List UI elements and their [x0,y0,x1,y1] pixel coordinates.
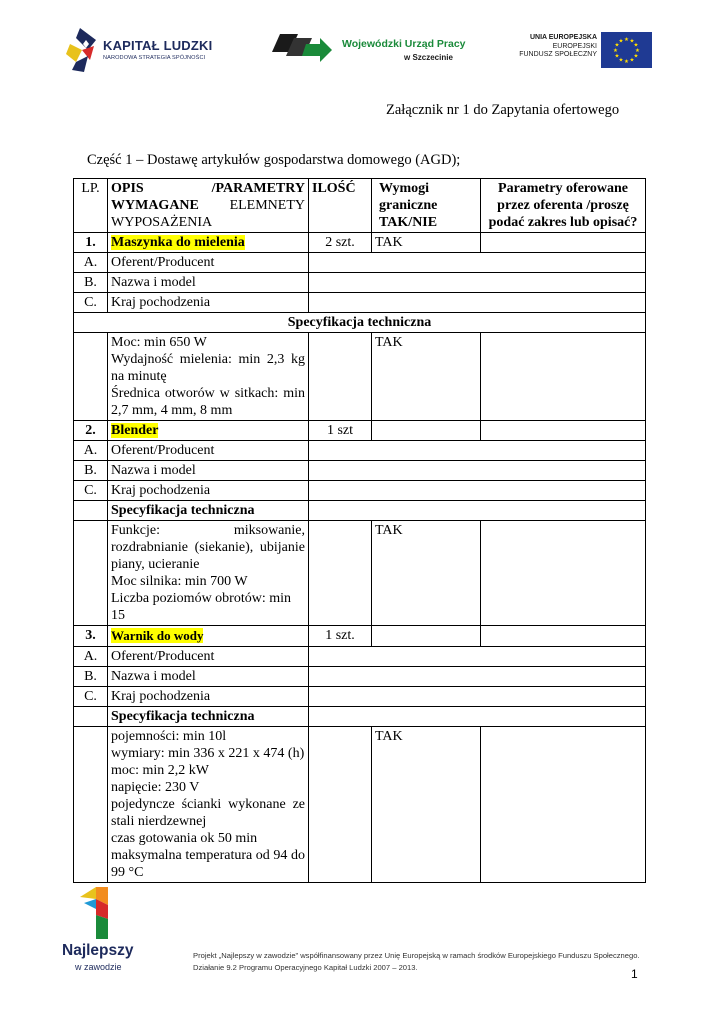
sub-lp: C. [74,687,108,707]
spec-row [74,333,646,421]
najlepszy-emblem-icon [74,885,122,943]
eu-star-icon: ★ [624,37,629,43]
spec-offer-input[interactable] [481,521,646,626]
sub-value-input[interactable] [309,253,646,273]
kapital-ludzki-title: KAPITAŁ LUDZKI [103,38,213,53]
sub-value-input[interactable] [309,481,646,501]
sub-lp: A. [74,441,108,461]
kapital-ludzki-subtitle: NARODOWA STRATEGIA SPÓJNOŚCI [103,55,206,61]
item-qty: 1 szt. [309,626,372,647]
spec-title-fill [309,707,646,727]
spec-req: TAK [372,727,481,883]
sub-label: Kraj pochodzenia [108,293,309,313]
item-qty: 1 szt [309,421,372,441]
sub-value-input[interactable] [309,647,646,667]
header-ilosc: ILOŚĆ [309,179,372,233]
spec-offer-input[interactable] [481,727,646,883]
sub-value-input[interactable] [309,687,646,707]
spec-lp [74,727,108,883]
item-qty: 2 szt. [309,233,372,253]
wup-title: Wojewódzki Urząd Pracy [342,38,466,50]
eu-line1: UNIA EUROPEJSKA [529,34,597,41]
spec-row [74,727,646,883]
item-name-cell [108,626,309,647]
header-opis: OPIS /PARAMETRY WYMAGANE ELEMNETY WYPOSAŻENIA [108,179,309,233]
project-line2: Działanie 9.2 Programu Operacyjnego Kapitał Ludzki 2007 – 2013. [193,963,418,972]
item-row [74,626,646,647]
project-info [193,950,640,974]
spec-lp [74,521,108,626]
item-name-cell [108,233,309,253]
table-header-row [74,179,646,233]
eu-star-icon: ★ [613,48,618,54]
sub-label: Nazwa i model [108,273,309,293]
item-offer-input[interactable] [481,421,646,441]
sub-lp: C. [74,293,108,313]
eu-star-icon: ★ [618,38,624,45]
sub-row [74,687,646,707]
item-req [372,626,481,647]
item-lp: 1. [74,233,108,253]
spec-lp [74,707,108,727]
wup-subtitle: w Szczecinie [404,53,453,62]
eu-line2: EUROPEJSKI [552,42,597,50]
sub-row [74,273,646,293]
sub-value-input[interactable] [309,667,646,687]
spec-qty [309,521,372,626]
spec-qty [309,727,372,883]
item-offer-input[interactable] [481,233,646,253]
wup-logo [268,30,468,70]
spec-lp [74,501,108,521]
spec-title: Specyfikacja techniczna [108,707,309,727]
spec-offer-input[interactable] [481,333,646,421]
spec-qty [309,333,372,421]
eu-star-icon: ★ [633,53,639,60]
item-row [74,233,646,253]
sub-row [74,253,646,273]
eu-star-icon: ★ [635,48,640,54]
item-name: Blender [111,423,159,438]
sub-label: Nazwa i model [108,667,309,687]
spec-req: TAK [372,521,481,626]
sub-lp: C. [74,481,108,501]
eu-star-icon: ★ [629,38,635,45]
wup-emblem-icon [268,30,338,70]
item-name-cell [108,421,309,441]
item-name: Warnik do wody [111,628,204,643]
eu-star-icon: ★ [624,59,629,65]
header-parametry: Parametry oferowane przez oferenta /proszę podać zakres lub opisać? [481,179,646,233]
sub-value-input[interactable] [309,461,646,481]
sub-row [74,293,646,313]
spec-title: Specyfikacja techniczna [74,313,646,333]
sub-lp: B. [74,667,108,687]
spec-title-row [74,313,646,333]
header-lp: LP. [74,179,108,233]
sub-label: Oferent/Producent [108,441,309,461]
najlepszy-subtitle: w zawodzie [75,962,122,972]
eu-line3: FUNDUSZ SPOŁECZNY [519,51,597,58]
eu-text [519,34,597,60]
spec-lp [74,333,108,421]
sub-value-input[interactable] [309,293,646,313]
spec-lines: Funkcje: miksowanie, rozdrabnianie (siekanie), ubijanie piany, ucieranie Moc silnika: min 700 W Liczba poziomów obrotów: min 15 [108,521,309,626]
sub-value-input[interactable] [309,441,646,461]
sub-value-input[interactable] [309,273,646,293]
spec-row [74,521,646,626]
item-row [74,421,646,441]
sub-lp: B. [74,273,108,293]
eu-logo [512,32,657,72]
header-wymogi: Wymogi graniczne TAK/NIE [372,179,481,233]
sub-lp: A. [74,647,108,667]
spec-lines: pojemności: min 10l wymiary: min 336 x 221 x 474 (h) moc: min 2,2 kW napięcie: 230 V pojedyncze ścianki wykonane ze stali nierdzewnej czas gotowania ok 50 min maksymalna temperatura od 94 do 99 °C [108,727,309,883]
eu-star-icon: ★ [629,57,635,64]
sub-label: Nazwa i model [108,461,309,481]
spec-title-fill [309,501,646,521]
page-number: 1 [631,967,638,981]
eu-star-icon: ★ [618,57,624,64]
sub-label: Kraj pochodzenia [108,687,309,707]
spec-req: TAK [372,333,481,421]
part-title: Część 1 – Dostawę artykułów gospodarstwa domowego (AGD); [87,152,461,168]
sub-row [74,461,646,481]
item-req: TAK [372,233,481,253]
annex-title: Załącznik nr 1 do Zapytania ofertowego [386,102,620,118]
spec-lines: Moc: min 650 W Wydajność mielenia: min 2,3 kg na minutę Średnica otworów w sitkach: min 2,7 mm, 4 mm, 8 mm [108,333,309,421]
item-lp: 3. [74,626,108,647]
eu-flag-icon [601,32,652,68]
item-lp: 2. [74,421,108,441]
sub-row [74,647,646,667]
sub-lp: B. [74,461,108,481]
eu-star-icon: ★ [633,42,639,49]
spec-title-row [74,707,646,727]
item-name: Maszynka do mielenia [111,235,245,250]
eu-star-icon: ★ [614,53,620,60]
spec-title: Specyfikacja techniczna [108,501,309,521]
eu-star-icon: ★ [614,42,620,49]
sub-lp: A. [74,253,108,273]
najlepszy-logo [60,885,150,980]
spec-title-row [74,501,646,521]
item-offer-input[interactable] [481,626,646,647]
kapital-ludzki-emblem-icon [66,26,102,74]
sub-label: Oferent/Producent [108,647,309,667]
najlepszy-title: Najlepszy [62,942,134,959]
sub-label: Oferent/Producent [108,253,309,273]
item-req [372,421,481,441]
sub-row [74,667,646,687]
offer-table [73,178,646,883]
kapital-ludzki-logo [66,26,226,74]
project-line1: Projekt „Najlepszy w zawodzie” współfinansowany przez Unię Europejską w ramach środków Europejskiego Funduszu Społecznego. [193,951,640,960]
sub-row [74,481,646,501]
sub-label: Kraj pochodzenia [108,481,309,501]
sub-row [74,441,646,461]
